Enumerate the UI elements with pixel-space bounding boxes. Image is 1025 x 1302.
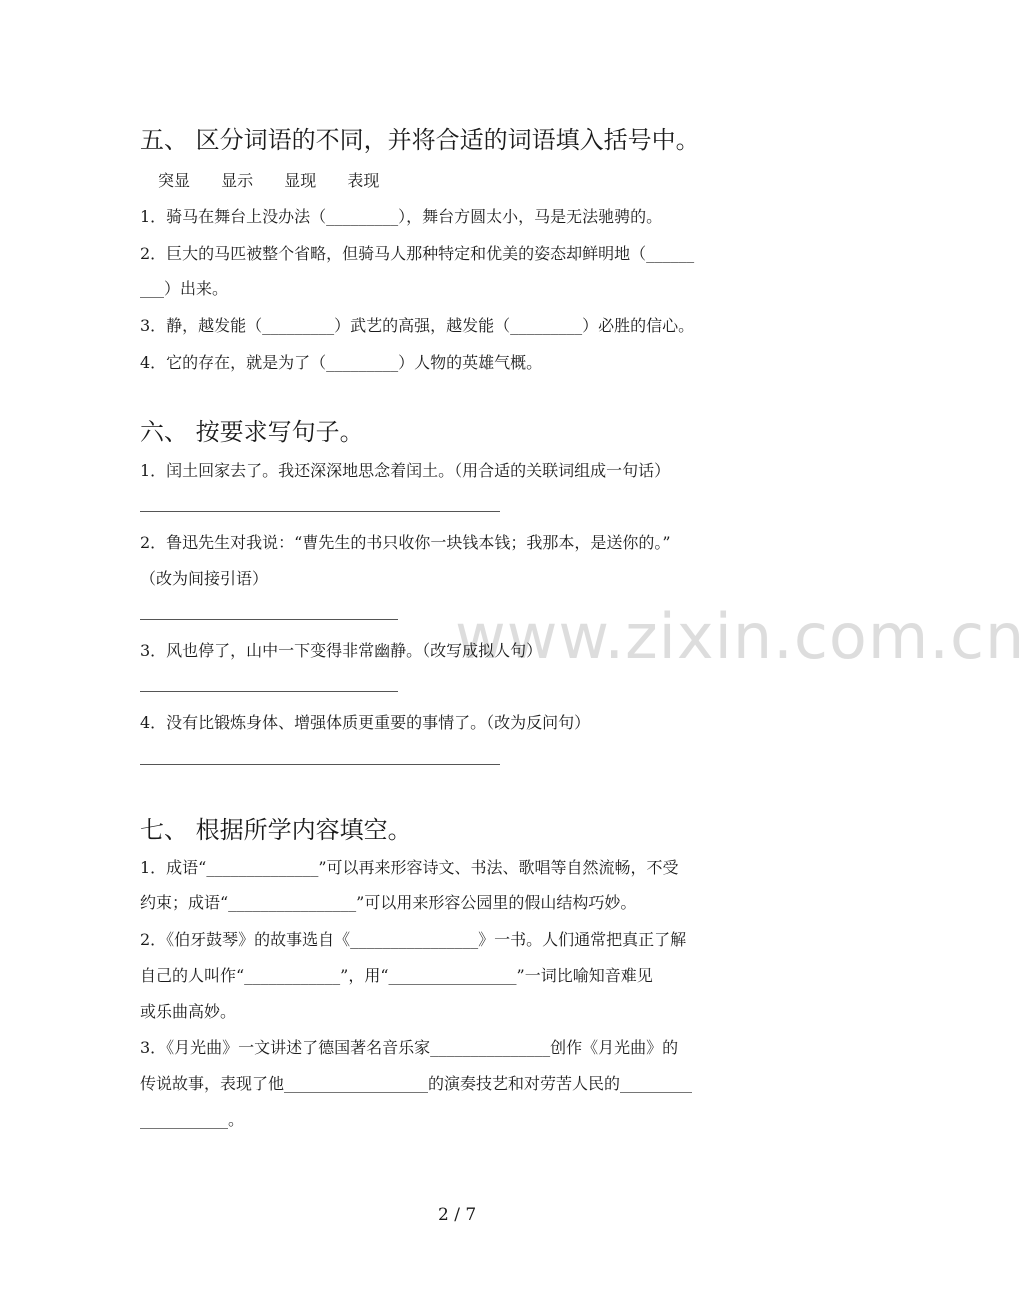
section5-word-list (158, 168, 379, 191)
word-option: 表现 (347, 171, 380, 190)
word-option: 突显 (158, 171, 191, 190)
section5-heading: 五、 区分词语的不同，并将合适的词语填入括号中。 (140, 126, 700, 154)
section5-question-4: 4．它的存在，就是为了（_________）人物的英雄气概。 (140, 353, 543, 372)
watermark: www.zixin.com.cn (455, 600, 1025, 673)
section5-question-2-cont: ___）出来。 (140, 279, 229, 298)
word-option: 显现 (284, 171, 317, 190)
answer-line[interactable] (140, 691, 398, 692)
answer-line[interactable] (140, 619, 398, 620)
word-option: 显示 (221, 171, 254, 190)
section6-question-2-cont: （改为间接引语） (140, 569, 269, 588)
section7-question-3-cont: 传说故事，表现了他__________________的演奏技艺和对劳苦人民的_________ (140, 1074, 693, 1093)
section6-question-1: 1．闰土回家去了。我还深深地思念着闰土。（用合适的关联词组成一句话） (140, 461, 671, 480)
section6-question-4: 4．没有比锻炼身体、增强体质更重要的事情了。（改为反问句） (140, 713, 591, 732)
answer-line[interactable] (140, 764, 500, 765)
section5-question-3: 3．静，越发能（_________）武艺的高强，越发能（_________）必胜的信心。 (140, 316, 695, 335)
section7-heading: 七、 根据所学内容填空。 (140, 816, 412, 844)
section7-question-1-cont: 约束；成语“________________”可以用来形容公园里的假山结构巧妙。 (140, 893, 637, 912)
section7-question-2: 2．《伯牙鼓琴》的故事选自《________________》一书。人们通常把真正了解 (140, 930, 687, 949)
section7-question-2-cont: 或乐曲高妙。 (140, 1002, 237, 1021)
answer-line[interactable] (140, 511, 500, 512)
section6-question-2: 2．鲁迅先生对我说：“曹先生的书只收你一块钱本钱；我那本，是送你的。” (140, 533, 671, 552)
section6-question-3: 3．风也停了，山中一下变得非常幽静。（改写成拟人句） (140, 641, 543, 660)
section7-question-1: 1．成语“______________”可以再来形容诗文、书法、歌唱等自然流畅，不受 (140, 858, 679, 877)
section7-question-2-cont: 自己的人叫作“____________”，用“________________”一词比喻知音难见 (140, 966, 653, 985)
page-number: 2 / 7 (438, 1205, 477, 1225)
section5-question-1: 1．骑马在舞台上没办法（_________），舞台方圆太小，马是无法驰骋的。 (140, 207, 663, 226)
section7-question-3-cont: ___________。 (140, 1110, 245, 1129)
section6-heading: 六、 按要求写句子。 (140, 418, 364, 446)
section5-question-2: 2．巨大的马匹被整个省略，但骑马人那种特定和优美的姿态却鲜明地（______ (140, 244, 695, 263)
section7-question-3: 3．《月光曲》一文讲述了德国著名音乐家_______________创作《月光曲》的 (140, 1038, 679, 1057)
